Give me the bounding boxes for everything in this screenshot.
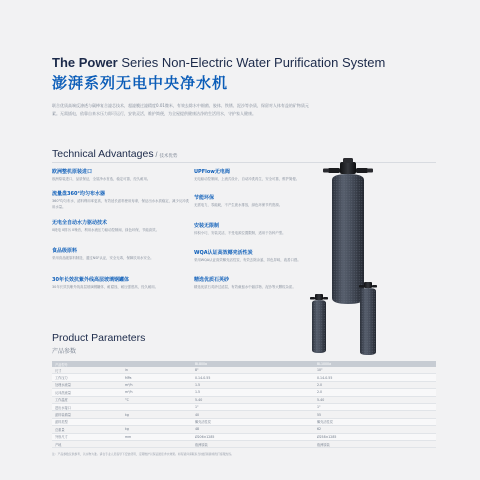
advantages-title bbox=[52, 148, 177, 160]
feature-right-4 bbox=[194, 249, 308, 264]
table-row bbox=[52, 433, 436, 440]
feature-heading: 安装无限制 bbox=[194, 223, 220, 229]
params-col-header: 产品型号 bbox=[52, 361, 122, 367]
table-cell: 1" bbox=[192, 403, 314, 410]
title-bold: The Power bbox=[52, 55, 118, 70]
feature-right-3 bbox=[194, 222, 308, 237]
table-row bbox=[52, 367, 436, 374]
table-cell: 外形尺寸 bbox=[52, 433, 122, 440]
table-cell: 滤料类型 bbox=[52, 418, 122, 425]
table-cell: 滤料装填量 bbox=[52, 411, 122, 418]
table-cell: MPa bbox=[122, 374, 192, 381]
table-row bbox=[52, 389, 436, 396]
table-cell: 总重量 bbox=[52, 426, 122, 433]
table-cell bbox=[122, 403, 192, 410]
feature-desc: 0耗电 0排污 0噪音，利用水流压力驱动控制阀，绿色环保，节能高效。 bbox=[52, 228, 159, 232]
table-cell: °C bbox=[122, 396, 192, 403]
feature-heading: UPFlow无电阀 bbox=[194, 169, 230, 175]
feature-heading: WQA认证高效椰壳活性炭 bbox=[194, 250, 253, 256]
params-title: Product Parameters bbox=[52, 332, 146, 344]
params-table bbox=[52, 361, 436, 448]
feature-heading: 30年长效抗紫外线高层玻璃钢罐体 bbox=[52, 277, 129, 283]
params-col-header: BL800a bbox=[192, 361, 314, 367]
table-row bbox=[52, 418, 436, 425]
table-cell: 40 bbox=[192, 411, 314, 418]
feature-right-5 bbox=[194, 276, 308, 291]
title-rest: Series Non-Electric Water Purification System bbox=[117, 55, 386, 70]
feature-heading: 节能环保 bbox=[194, 195, 215, 201]
feature-desc: 30年长效抗紫外线高层玻璃钢罐体，耐腐蚀、耐压强度高，经久耐用。 bbox=[52, 285, 159, 289]
table-cell: 1" bbox=[314, 403, 436, 410]
table-cell: 1.5 bbox=[192, 389, 314, 396]
intro-paragraph: 联合优质高端反渗透与碳棒复合滤芯技术，超滤膜过滤精度0.01微米，有效去除水中细菌、胶体、铁锈、泥沙等杂质，保留对人体有益的矿物质元素。无需插电，依靠自来水压力即可运行，安装灵活，维护简便，为全屋提供健康洁净的生活用水，守护家人健康。 bbox=[52, 103, 309, 116]
feature-desc: 采用WQA认证高效椰壳活性炭，有效去除余氯、异色异味，改善口感。 bbox=[194, 258, 301, 262]
table-row bbox=[52, 403, 436, 410]
table-cell: 产地 bbox=[52, 440, 122, 447]
params-body bbox=[52, 367, 436, 448]
feature-desc: 精选优质石英砂过滤层，有效截留水中悬浮物、泥沙等大颗粒杂质。 bbox=[194, 285, 296, 289]
table-row bbox=[52, 411, 436, 418]
table-cell: 进出水接口 bbox=[52, 403, 122, 410]
table-cell: m³/h bbox=[122, 389, 192, 396]
table-cell: 椰壳活性炭 bbox=[192, 418, 314, 425]
feature-heading: 食品级原料 bbox=[52, 248, 78, 254]
feature-desc: 无电驱动控制阀，上流式设计，自动冲洗再生，安全可靠，维护简便。 bbox=[194, 177, 300, 181]
table-row bbox=[52, 374, 436, 381]
feature-desc: 采用食品级原料制造，通过NSF认证，安全无毒，保障饮用水安全。 bbox=[52, 256, 154, 260]
table-cell: 0.14-0.55 bbox=[192, 374, 314, 381]
feature-heading: 欧洲整机原装进口 bbox=[52, 169, 93, 175]
feature-left-3 bbox=[52, 219, 192, 234]
table-cell: kg bbox=[122, 411, 192, 418]
table-cell: 8" bbox=[192, 367, 314, 374]
table-cell bbox=[122, 440, 192, 447]
table-cell: 0.14-0.55 bbox=[314, 374, 436, 381]
table-cell: 5-40 bbox=[192, 396, 314, 403]
table-row bbox=[52, 440, 436, 447]
table-cell bbox=[122, 418, 192, 425]
table-cell: 48 bbox=[192, 426, 314, 433]
table-cell: mm bbox=[122, 433, 192, 440]
table-cell: 椰壳活性炭 bbox=[314, 418, 436, 425]
title-chinese: 澎湃系列无电中央净水机 bbox=[52, 74, 229, 92]
feature-heading: 流量盘360°均匀布水器 bbox=[52, 191, 105, 197]
table-cell: 10" bbox=[314, 367, 436, 374]
table-cell: 处理水流量 bbox=[52, 381, 122, 388]
table-cell: 尺寸 bbox=[52, 367, 122, 374]
table-cell: 1.5 bbox=[192, 381, 314, 388]
table-cell: Ø206×1285 bbox=[192, 433, 314, 440]
advantages-title-en: Technical Advantages bbox=[52, 148, 154, 160]
params-col-header: BL1000a bbox=[314, 361, 436, 367]
feature-heading: 无电全自动水力驱动技术 bbox=[52, 220, 108, 226]
table-row bbox=[52, 381, 436, 388]
table-cell: 工作压力 bbox=[52, 374, 122, 381]
table-cell: 反冲洗流量 bbox=[52, 389, 122, 396]
section-divider bbox=[52, 162, 436, 163]
feature-desc: 360°均匀布水，滤料利用率更高，有效延长滤料使用寿命，保证出水水质稳定，减少反冲洗用水量。 bbox=[52, 199, 190, 209]
table-cell: 欧洲原装 bbox=[314, 440, 436, 447]
table-cell: 2.0 bbox=[314, 381, 436, 388]
table-cell: 62 bbox=[314, 426, 436, 433]
footnote: 注：产品参数仅供参考，以实物为准。请在专业人员指导下安装使用，定期维护以保证最佳净水效果。如有疑问请联系当地经销商或拨打客服热线。 bbox=[52, 452, 234, 456]
params-subtitle: 产品参数 bbox=[52, 348, 77, 355]
table-cell: 工作温度 bbox=[52, 396, 122, 403]
table-row bbox=[52, 426, 436, 433]
table-cell: 5-40 bbox=[314, 396, 436, 403]
table-cell: kg bbox=[122, 426, 192, 433]
small-tank-bl800a bbox=[308, 292, 330, 354]
feature-left-5 bbox=[52, 276, 192, 291]
feature-right-2 bbox=[194, 194, 308, 209]
table-cell: 2.0 bbox=[314, 389, 436, 396]
table-cell: m³/h bbox=[122, 381, 192, 388]
feature-right-1 bbox=[194, 168, 308, 183]
feature-desc: 体积小巧，安装灵活，不受电源位置限制，适用于各种户型。 bbox=[194, 231, 286, 235]
feature-left-1 bbox=[52, 168, 192, 183]
feature-desc: 无需电力，零能耗，不产生废水排放，绿色环保节约资源。 bbox=[194, 203, 283, 207]
table-cell: Ø258×1285 bbox=[314, 433, 436, 440]
advantages-title-slash: / bbox=[153, 152, 160, 159]
table-row bbox=[52, 396, 436, 403]
title-english bbox=[52, 55, 385, 70]
feature-heading: 精选优质石英砂 bbox=[194, 277, 230, 283]
feature-left-2 bbox=[52, 190, 192, 210]
small-tank-bl1000a bbox=[356, 280, 380, 356]
table-cell: 欧洲原装 bbox=[192, 440, 314, 447]
advantages-title-cn: 技术优势 bbox=[159, 154, 178, 159]
feature-left-4 bbox=[52, 247, 192, 262]
table-cell: in bbox=[122, 367, 192, 374]
table-cell: 55 bbox=[314, 411, 436, 418]
feature-desc: 欧洲原装进口，品质保证，全屋净水首选，稳定可靠，经久耐用。 bbox=[52, 177, 151, 181]
